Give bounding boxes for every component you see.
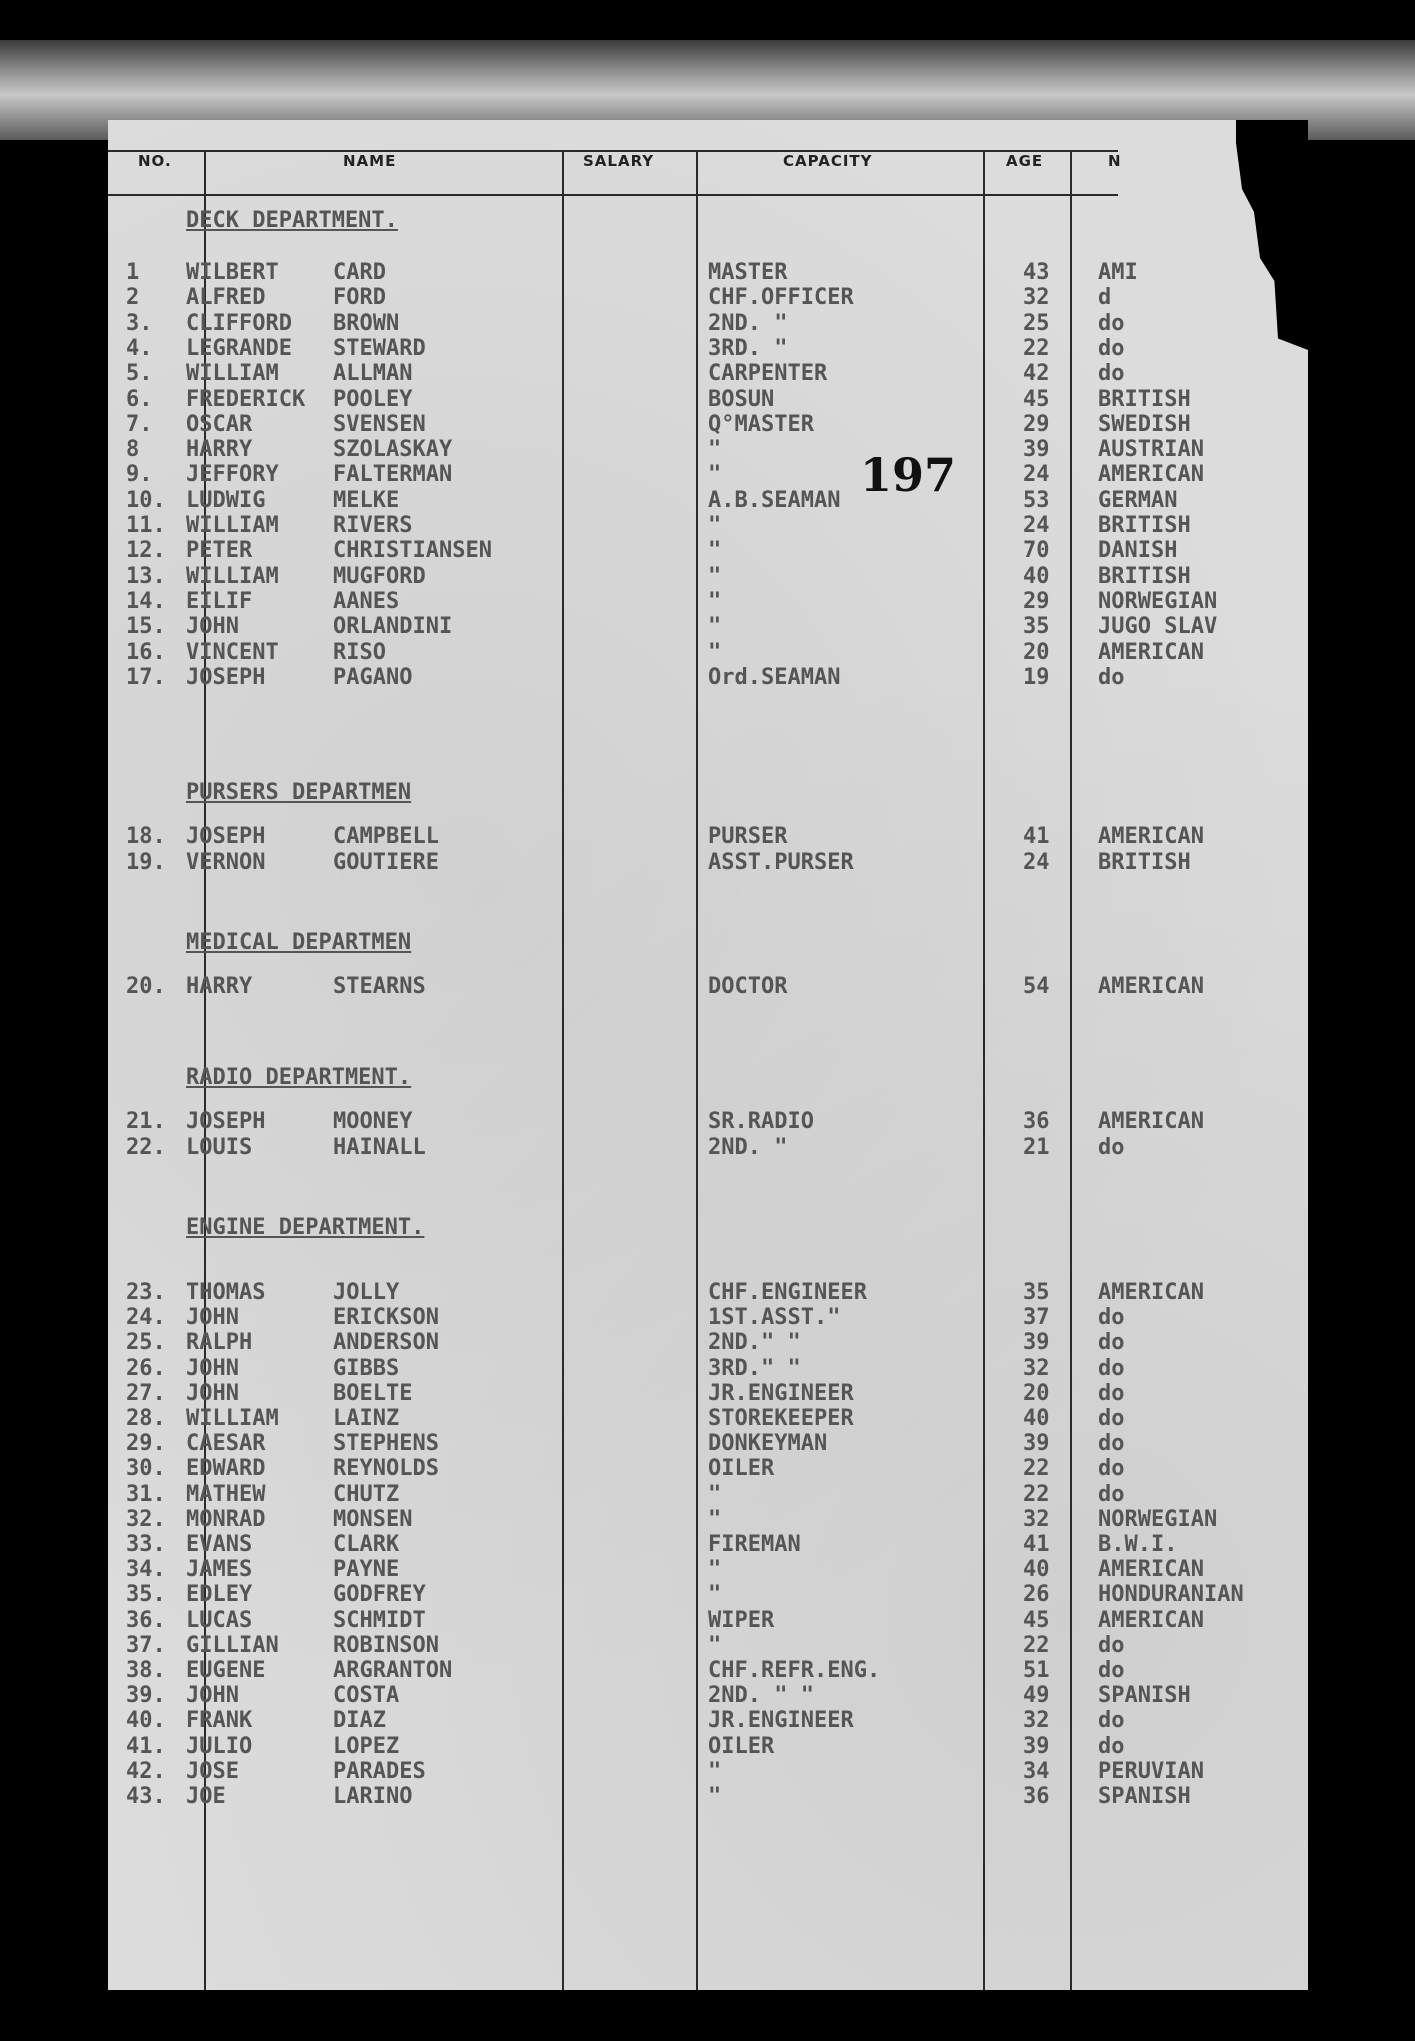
crew-last-name: ROBINSON (333, 1632, 439, 1658)
crew-no: 8 (126, 437, 140, 463)
crew-capacity: CHF.REFR.ENG. (708, 1658, 881, 1683)
col-rule-age (1070, 150, 1072, 1990)
crew-nationality: do (1098, 1632, 1125, 1658)
crew-age: 34 (1023, 1758, 1050, 1784)
crew-nationality: do (1098, 1733, 1125, 1759)
crew-capacity: 3RD. " (708, 335, 788, 361)
crew-last-name: PAYNE (333, 1557, 400, 1583)
col-rule-name (562, 150, 564, 1990)
crew-last-name: LOPEZ (333, 1733, 400, 1759)
crew-age: 29 (1023, 588, 1050, 614)
crew-first-name: RALPH (186, 1330, 253, 1356)
crew-no: 39. (126, 1683, 166, 1709)
crew-no: 35. (126, 1582, 166, 1608)
crew-first-name: CAESAR (186, 1431, 266, 1457)
crew-capacity: CHF.ENGINEER (708, 1280, 867, 1305)
crew-nationality: do (1098, 1135, 1125, 1160)
crew-last-name: AANES (333, 588, 400, 614)
crew-age: 70 (1023, 538, 1050, 564)
crew-last-name: ERICKSON (333, 1305, 439, 1331)
crew-no: 36. (126, 1607, 166, 1633)
crew-age: 24 (1023, 850, 1050, 875)
crew-no: 30. (126, 1456, 166, 1482)
crew-first-name: EUGENE (186, 1658, 266, 1683)
crew-no: 14. (126, 588, 166, 614)
crew-last-name: SCHMIDT (333, 1607, 426, 1633)
crew-nationality: d (1098, 285, 1112, 311)
crew-no: 28. (126, 1406, 166, 1431)
crew-age: 20 (1023, 639, 1050, 665)
crew-last-name: STEARNS (333, 974, 426, 999)
crew-first-name: JOHN (186, 1305, 239, 1331)
crew-age: 45 (1023, 1607, 1050, 1633)
crew-last-name: RIVERS (333, 513, 413, 538)
header-no: NO. (138, 152, 172, 170)
crew-age: 20 (1023, 1380, 1050, 1406)
crew-capacity: " (708, 614, 722, 640)
torn-corner (1188, 120, 1308, 350)
crew-no: 34. (126, 1557, 166, 1583)
crew-age: 26 (1023, 1582, 1050, 1608)
crew-last-name: GOUTIERE (333, 850, 439, 875)
crew-age: 39 (1023, 1330, 1050, 1356)
crew-age: 42 (1023, 361, 1050, 387)
crew-no: 13. (126, 563, 166, 589)
crew-capacity: STOREKEEPER (708, 1406, 854, 1431)
section-title: RADIO DEPARTMENT. (186, 1065, 412, 1090)
crew-last-name: STEPHENS (333, 1431, 439, 1457)
crew-nationality: do (1098, 1305, 1125, 1331)
crew-age: 32 (1023, 1355, 1050, 1381)
crew-nationality: do (1098, 664, 1125, 690)
crew-nationality: do (1098, 310, 1125, 336)
crew-first-name: GILLIAN (186, 1632, 279, 1658)
crew-nationality: BRITISH (1098, 513, 1191, 538)
crew-age: 39 (1023, 1733, 1050, 1759)
crew-age: 29 (1023, 411, 1050, 437)
crew-capacity: OILER (708, 1733, 775, 1759)
crew-nationality: do (1098, 1355, 1125, 1381)
crew-capacity: Ord.SEAMAN (708, 664, 841, 690)
crew-capacity: WIPER (708, 1607, 775, 1633)
crew-no: 18. (126, 824, 166, 849)
crew-first-name: JOSEPH (186, 664, 266, 690)
crew-capacity: 2ND." " (708, 1330, 801, 1356)
crew-capacity: 2ND. " (708, 1135, 788, 1160)
crew-age: 39 (1023, 1431, 1050, 1457)
crew-last-name: LAINZ (333, 1406, 400, 1431)
crew-first-name: JOSEPH (186, 824, 266, 849)
crew-nationality: AMERICAN (1098, 1280, 1204, 1305)
crew-first-name: FREDERICK (186, 386, 306, 412)
crew-no: 2 (126, 285, 140, 311)
crew-last-name: PAGANO (333, 664, 413, 690)
crew-first-name: JOHN (186, 1380, 239, 1406)
section-title: PURSERS DEPARTMEN (186, 780, 412, 805)
crew-nationality: do (1098, 1708, 1125, 1734)
crew-first-name: EDWARD (186, 1456, 266, 1482)
crew-last-name: FALTERMAN (333, 462, 453, 488)
crew-first-name: WILBERT (186, 260, 279, 285)
crew-last-name: SZOLASKAY (333, 437, 453, 463)
crew-age: 21 (1023, 1135, 1050, 1160)
crew-first-name: LUDWIG (186, 487, 266, 513)
crew-first-name: JOE (186, 1784, 226, 1809)
crew-no: 43. (126, 1784, 166, 1809)
crew-no: 37. (126, 1632, 166, 1658)
crew-last-name: MONSEN (333, 1506, 413, 1532)
crew-first-name: JEFFORY (186, 462, 279, 488)
crew-last-name: HAINALL (333, 1135, 426, 1160)
crew-no: 23. (126, 1280, 166, 1305)
crew-age: 22 (1023, 1632, 1050, 1658)
page-number-stamp: 197 (860, 448, 957, 502)
crew-capacity: " (708, 538, 722, 564)
crew-first-name: WILLIAM (186, 563, 279, 589)
crew-capacity: PURSER (708, 824, 788, 849)
crew-age: 35 (1023, 614, 1050, 640)
crew-last-name: ALLMAN (333, 361, 413, 387)
crew-capacity: " (708, 1481, 722, 1507)
crew-nationality: do (1098, 1380, 1125, 1406)
crew-first-name: JOHN (186, 614, 239, 640)
crew-nationality: GERMAN (1098, 487, 1178, 513)
header-bottom-rule (108, 194, 1118, 196)
crew-capacity: Q°MASTER (708, 411, 814, 437)
crew-nationality: do (1098, 335, 1125, 361)
crew-nationality: do (1098, 1456, 1125, 1482)
crew-age: 35 (1023, 1280, 1050, 1305)
crew-capacity: 3RD." " (708, 1355, 801, 1381)
crew-age: 22 (1023, 1481, 1050, 1507)
crew-no: 22. (126, 1135, 166, 1160)
crew-nationality: PERUVIAN (1098, 1758, 1204, 1784)
crew-age: 22 (1023, 335, 1050, 361)
crew-first-name: LEGRANDE (186, 335, 292, 361)
crew-capacity: " (708, 513, 722, 538)
crew-no: 3. (126, 310, 153, 336)
crew-first-name: EVANS (186, 1532, 253, 1557)
crew-first-name: MATHEW (186, 1481, 266, 1507)
crew-nationality: do (1098, 1481, 1125, 1507)
crew-capacity: OILER (708, 1456, 775, 1482)
crew-nationality: SPANISH (1098, 1784, 1191, 1809)
crew-capacity: " (708, 1582, 722, 1608)
crew-last-name: MELKE (333, 487, 400, 513)
crew-age: 37 (1023, 1305, 1050, 1331)
crew-last-name: LARINO (333, 1784, 413, 1809)
crew-nationality: do (1098, 1330, 1125, 1356)
crew-no: 4. (126, 335, 153, 361)
crew-age: 41 (1023, 824, 1050, 849)
crew-no: 25. (126, 1330, 166, 1356)
crew-first-name: FRANK (186, 1708, 253, 1734)
crew-no: 29. (126, 1431, 166, 1457)
crew-no: 7. (126, 411, 153, 437)
crew-age: 36 (1023, 1109, 1050, 1134)
crew-no: 40. (126, 1708, 166, 1734)
crew-last-name: MOONEY (333, 1109, 413, 1134)
crew-no: 31. (126, 1481, 166, 1507)
col-rule-salary (696, 150, 698, 1990)
crew-nationality: SWEDISH (1098, 411, 1191, 437)
crew-last-name: BOELTE (333, 1380, 413, 1406)
crew-first-name: OSCAR (186, 411, 253, 437)
crew-last-name: GODFREY (333, 1582, 426, 1608)
crew-last-name: MUGFORD (333, 563, 426, 589)
crew-first-name: WILLIAM (186, 1406, 279, 1431)
crew-no: 6. (126, 386, 153, 412)
crew-capacity: " (708, 462, 722, 488)
crew-no: 21. (126, 1109, 166, 1134)
crew-last-name: CAMPBELL (333, 824, 439, 849)
crew-no: 26. (126, 1355, 166, 1381)
crew-no: 16. (126, 639, 166, 665)
crew-nationality: do (1098, 361, 1125, 387)
crew-last-name: RISO (333, 639, 386, 665)
crew-no: 42. (126, 1758, 166, 1784)
crew-capacity: FIREMAN (708, 1532, 801, 1557)
crew-age: 24 (1023, 462, 1050, 488)
crew-age: 54 (1023, 974, 1050, 999)
header-name: NAME (343, 152, 397, 170)
crew-capacity: DONKEYMAN (708, 1431, 828, 1457)
crew-age: 32 (1023, 1708, 1050, 1734)
crew-capacity: JR.ENGINEER (708, 1708, 854, 1734)
crew-age: 39 (1023, 437, 1050, 463)
crew-age: 53 (1023, 487, 1050, 513)
crew-first-name: JULIO (186, 1733, 253, 1759)
crew-age: 22 (1023, 1456, 1050, 1482)
crew-nationality: AMERICAN (1098, 974, 1204, 999)
crew-nationality: NORWEGIAN (1098, 1506, 1218, 1532)
crew-last-name: REYNOLDS (333, 1456, 439, 1482)
crew-nationality: AMERICAN (1098, 1109, 1204, 1134)
crew-nationality: BRITISH (1098, 386, 1191, 412)
crew-capacity: " (708, 588, 722, 614)
crew-last-name: ANDERSON (333, 1330, 439, 1356)
crew-no: 10. (126, 487, 166, 513)
crew-age: 40 (1023, 1406, 1050, 1431)
crew-capacity: CHF.OFFICER (708, 285, 854, 311)
crew-nationality: AMI (1098, 260, 1138, 285)
crew-last-name: SVENSEN (333, 411, 426, 437)
crew-last-name: ORLANDINI (333, 614, 453, 640)
crew-last-name: CHRISTIANSEN (333, 538, 492, 564)
crew-age: 45 (1023, 386, 1050, 412)
crew-nationality: AUSTRIAN (1098, 437, 1204, 463)
crew-list-page (108, 120, 1308, 1990)
crew-capacity: SR.RADIO (708, 1109, 814, 1134)
crew-no: 9. (126, 462, 153, 488)
crew-age: 43 (1023, 260, 1050, 285)
crew-capacity: " (708, 1557, 722, 1583)
crew-last-name: STEWARD (333, 335, 426, 361)
crew-first-name: JAMES (186, 1557, 253, 1583)
crew-no: 11. (126, 513, 166, 538)
crew-capacity: 1ST.ASST." (708, 1305, 841, 1331)
crew-nationality: AMERICAN (1098, 1557, 1204, 1583)
crew-capacity: A.B.SEAMAN (708, 487, 841, 513)
crew-capacity: 2ND. " (708, 310, 788, 336)
crew-nationality: AMERICAN (1098, 639, 1204, 665)
header-capacity: CAPACITY (783, 152, 873, 170)
crew-age: 51 (1023, 1658, 1050, 1683)
crew-capacity: " (708, 437, 722, 463)
crew-first-name: HARRY (186, 437, 253, 463)
crew-no: 1 (126, 260, 140, 285)
crew-last-name: CARD (333, 260, 386, 285)
crew-no: 19. (126, 850, 166, 875)
crew-nationality: B.W.I. (1098, 1532, 1178, 1557)
header-salary: SALARY (583, 152, 655, 170)
crew-capacity: CARPENTER (708, 361, 828, 387)
crew-first-name: JOHN (186, 1683, 239, 1709)
crew-capacity: " (708, 1758, 722, 1784)
crew-capacity: JR.ENGINEER (708, 1380, 854, 1406)
crew-first-name: THOMAS (186, 1280, 266, 1305)
crew-age: 25 (1023, 310, 1050, 336)
crew-nationality: BRITISH (1098, 850, 1191, 875)
crew-capacity: " (708, 563, 722, 589)
crew-no: 12. (126, 538, 166, 564)
crew-nationality: do (1098, 1406, 1125, 1431)
crew-age: 32 (1023, 285, 1050, 311)
crew-first-name: WILLIAM (186, 361, 279, 387)
crew-first-name: MONRAD (186, 1506, 266, 1532)
crew-first-name: JOSEPH (186, 1109, 266, 1134)
section-title: DECK DEPARTMENT. (186, 208, 398, 233)
crew-first-name: CLIFFORD (186, 310, 292, 336)
crew-capacity: 2ND. " " (708, 1683, 814, 1709)
crew-capacity: " (708, 1632, 722, 1658)
crew-no: 20. (126, 974, 166, 999)
col-rule-capacity (983, 150, 985, 1990)
crew-no: 17. (126, 664, 166, 690)
crew-no: 41. (126, 1733, 166, 1759)
crew-last-name: FORD (333, 285, 386, 311)
crew-capacity: ASST.PURSER (708, 850, 854, 875)
crew-first-name: EILIF (186, 588, 253, 614)
crew-nationality: AMERICAN (1098, 462, 1204, 488)
crew-last-name: JOLLY (333, 1280, 400, 1305)
crew-first-name: PETER (186, 538, 253, 564)
crew-no: 33. (126, 1532, 166, 1557)
crew-last-name: ARGRANTON (333, 1658, 453, 1683)
crew-nationality: JUGO SLAV (1098, 614, 1218, 640)
crew-age: 24 (1023, 513, 1050, 538)
crew-nationality: SPANISH (1098, 1683, 1191, 1709)
crew-age: 19 (1023, 664, 1050, 690)
crew-last-name: CHUTZ (333, 1481, 400, 1507)
crew-last-name: DIAZ (333, 1708, 386, 1734)
section-title: MEDICAL DEPARTMEN (186, 930, 412, 955)
crew-capacity: BOSUN (708, 386, 775, 412)
crew-nationality: AMERICAN (1098, 1607, 1204, 1633)
crew-first-name: WILLIAM (186, 513, 279, 538)
crew-first-name: JOSE (186, 1758, 239, 1784)
crew-age: 49 (1023, 1683, 1050, 1709)
crew-first-name: HARRY (186, 974, 253, 999)
crew-nationality: HONDURANIAN (1098, 1582, 1244, 1608)
crew-last-name: BROWN (333, 310, 400, 336)
crew-no: 15. (126, 614, 166, 640)
crew-last-name: PARADES (333, 1758, 426, 1784)
header-age: AGE (1006, 152, 1044, 170)
crew-nationality: DANISH (1098, 538, 1178, 564)
crew-capacity: " (708, 1506, 722, 1532)
crew-no: 27. (126, 1380, 166, 1406)
crew-no: 32. (126, 1506, 166, 1532)
crew-capacity: MASTER (708, 260, 788, 285)
crew-age: 36 (1023, 1784, 1050, 1809)
crew-age: 40 (1023, 1557, 1050, 1583)
crew-first-name: LOUIS (186, 1135, 253, 1160)
crew-age: 32 (1023, 1506, 1050, 1532)
crew-capacity: " (708, 639, 722, 665)
crew-no: 24. (126, 1305, 166, 1331)
crew-first-name: LUCAS (186, 1607, 253, 1633)
crew-capacity: " (708, 1784, 722, 1809)
crew-last-name: POOLEY (333, 386, 413, 412)
crew-no: 5. (126, 361, 153, 387)
crew-last-name: GIBBS (333, 1355, 400, 1381)
crew-first-name: ALFRED (186, 285, 266, 311)
crew-capacity: DOCTOR (708, 974, 788, 999)
crew-first-name: VINCENT (186, 639, 279, 665)
crew-age: 40 (1023, 563, 1050, 589)
crew-last-name: CLARK (333, 1532, 400, 1557)
crew-nationality: do (1098, 1658, 1125, 1683)
crew-nationality: BRITISH (1098, 563, 1191, 589)
crew-no: 38. (126, 1658, 166, 1683)
crew-nationality: NORWEGIAN (1098, 588, 1218, 614)
crew-nationality: do (1098, 1431, 1125, 1457)
crew-first-name: JOHN (186, 1355, 239, 1381)
crew-first-name: EDLEY (186, 1582, 253, 1608)
crew-last-name: COSTA (333, 1683, 400, 1709)
section-title: ENGINE DEPARTMENT. (186, 1215, 425, 1240)
header-nationality: N (1108, 152, 1122, 170)
crew-nationality: AMERICAN (1098, 824, 1204, 849)
crew-first-name: VERNON (186, 850, 266, 875)
crew-age: 41 (1023, 1532, 1050, 1557)
